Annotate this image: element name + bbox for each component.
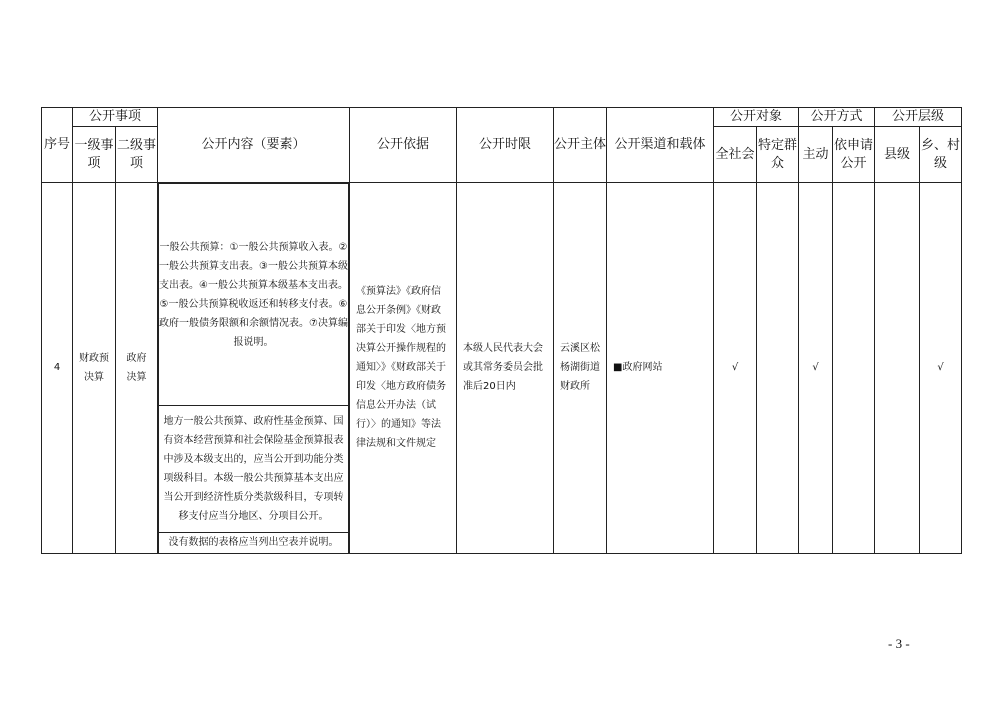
row-level1: 财政预决算 — [73, 183, 116, 554]
row-target-all: √ — [714, 183, 757, 554]
row-level2: 政府决算 — [116, 183, 158, 554]
header-channel: 公开渠道和载体 — [607, 108, 714, 183]
content-item: 地方一般公共预算、政府性基金预算、国有资本经营预算和社会保险基金预算报表中涉及本级支出的，应当公开到功能分类项级科目。本级一般公共预算基本支出应当公开到经济性质分类款级科目，专项转移支付应当分地区、分项目公开。 — [159, 406, 349, 533]
row-method-active: √ — [799, 183, 833, 554]
row-subject: 云溪区松杨湖街道财政所 — [554, 183, 607, 554]
header-matters: 公开事项 — [73, 108, 158, 127]
header-level2: 二级事项 — [116, 127, 158, 183]
row-channel: ■政府网站 — [607, 183, 714, 554]
header-time-limit: 公开时限 — [457, 108, 554, 183]
disclosure-table — [41, 107, 962, 554]
row-time-limit: 本级人民代表大会或其常务委员会批准后20日内 — [457, 183, 554, 554]
row-level-county — [875, 183, 920, 554]
header-level: 公开层级 — [875, 108, 962, 127]
row-method-request — [833, 183, 875, 554]
header-basis: 公开依据 — [350, 108, 457, 183]
content-items — [158, 183, 349, 553]
header-level-county: 县级 — [875, 127, 920, 183]
row-basis: 《预算法》《政府信息公开条例》《财政部关于印发〈地方预决算公开操作规程的通知〉》《财政部关于印发〈地方政府债务信息公开办法（试行）〉的通知》等法律法规和文件规定 — [350, 183, 457, 554]
header-method-active: 主动 — [799, 127, 833, 183]
row-level-town: √ — [920, 183, 962, 554]
header-method-request: 依申请公开 — [833, 127, 875, 183]
header-level-town: 乡、村级 — [920, 127, 962, 183]
content-item: 一般公共预算：①一般公共预算收入表。②一般公共预算支出表。③一般公共预算本级支出表。④一般公共预算本级基本支出表。⑤一般公共预算税收返还和转移支付表。⑥政府一般债务限额和余额情况表。⑦决算编报说明。 — [159, 184, 349, 406]
content-item: 没有数据的表格应当列出空表并说明。 — [159, 533, 349, 553]
header-content: 公开内容（要素） — [158, 108, 350, 183]
page-number: - 3 - — [888, 636, 910, 651]
row-seq: 4 — [42, 183, 73, 554]
row-content — [158, 183, 350, 554]
row-target-specific — [757, 183, 799, 554]
header-target-all: 全社会 — [714, 127, 757, 183]
header-seq: 序号 — [42, 108, 73, 183]
header-method: 公开方式 — [799, 108, 875, 127]
header-target: 公开对象 — [714, 108, 799, 127]
header-level1: 一级事项 — [73, 127, 116, 183]
header-subject: 公开主体 — [554, 108, 607, 183]
header-target-specific: 特定群众 — [757, 127, 799, 183]
